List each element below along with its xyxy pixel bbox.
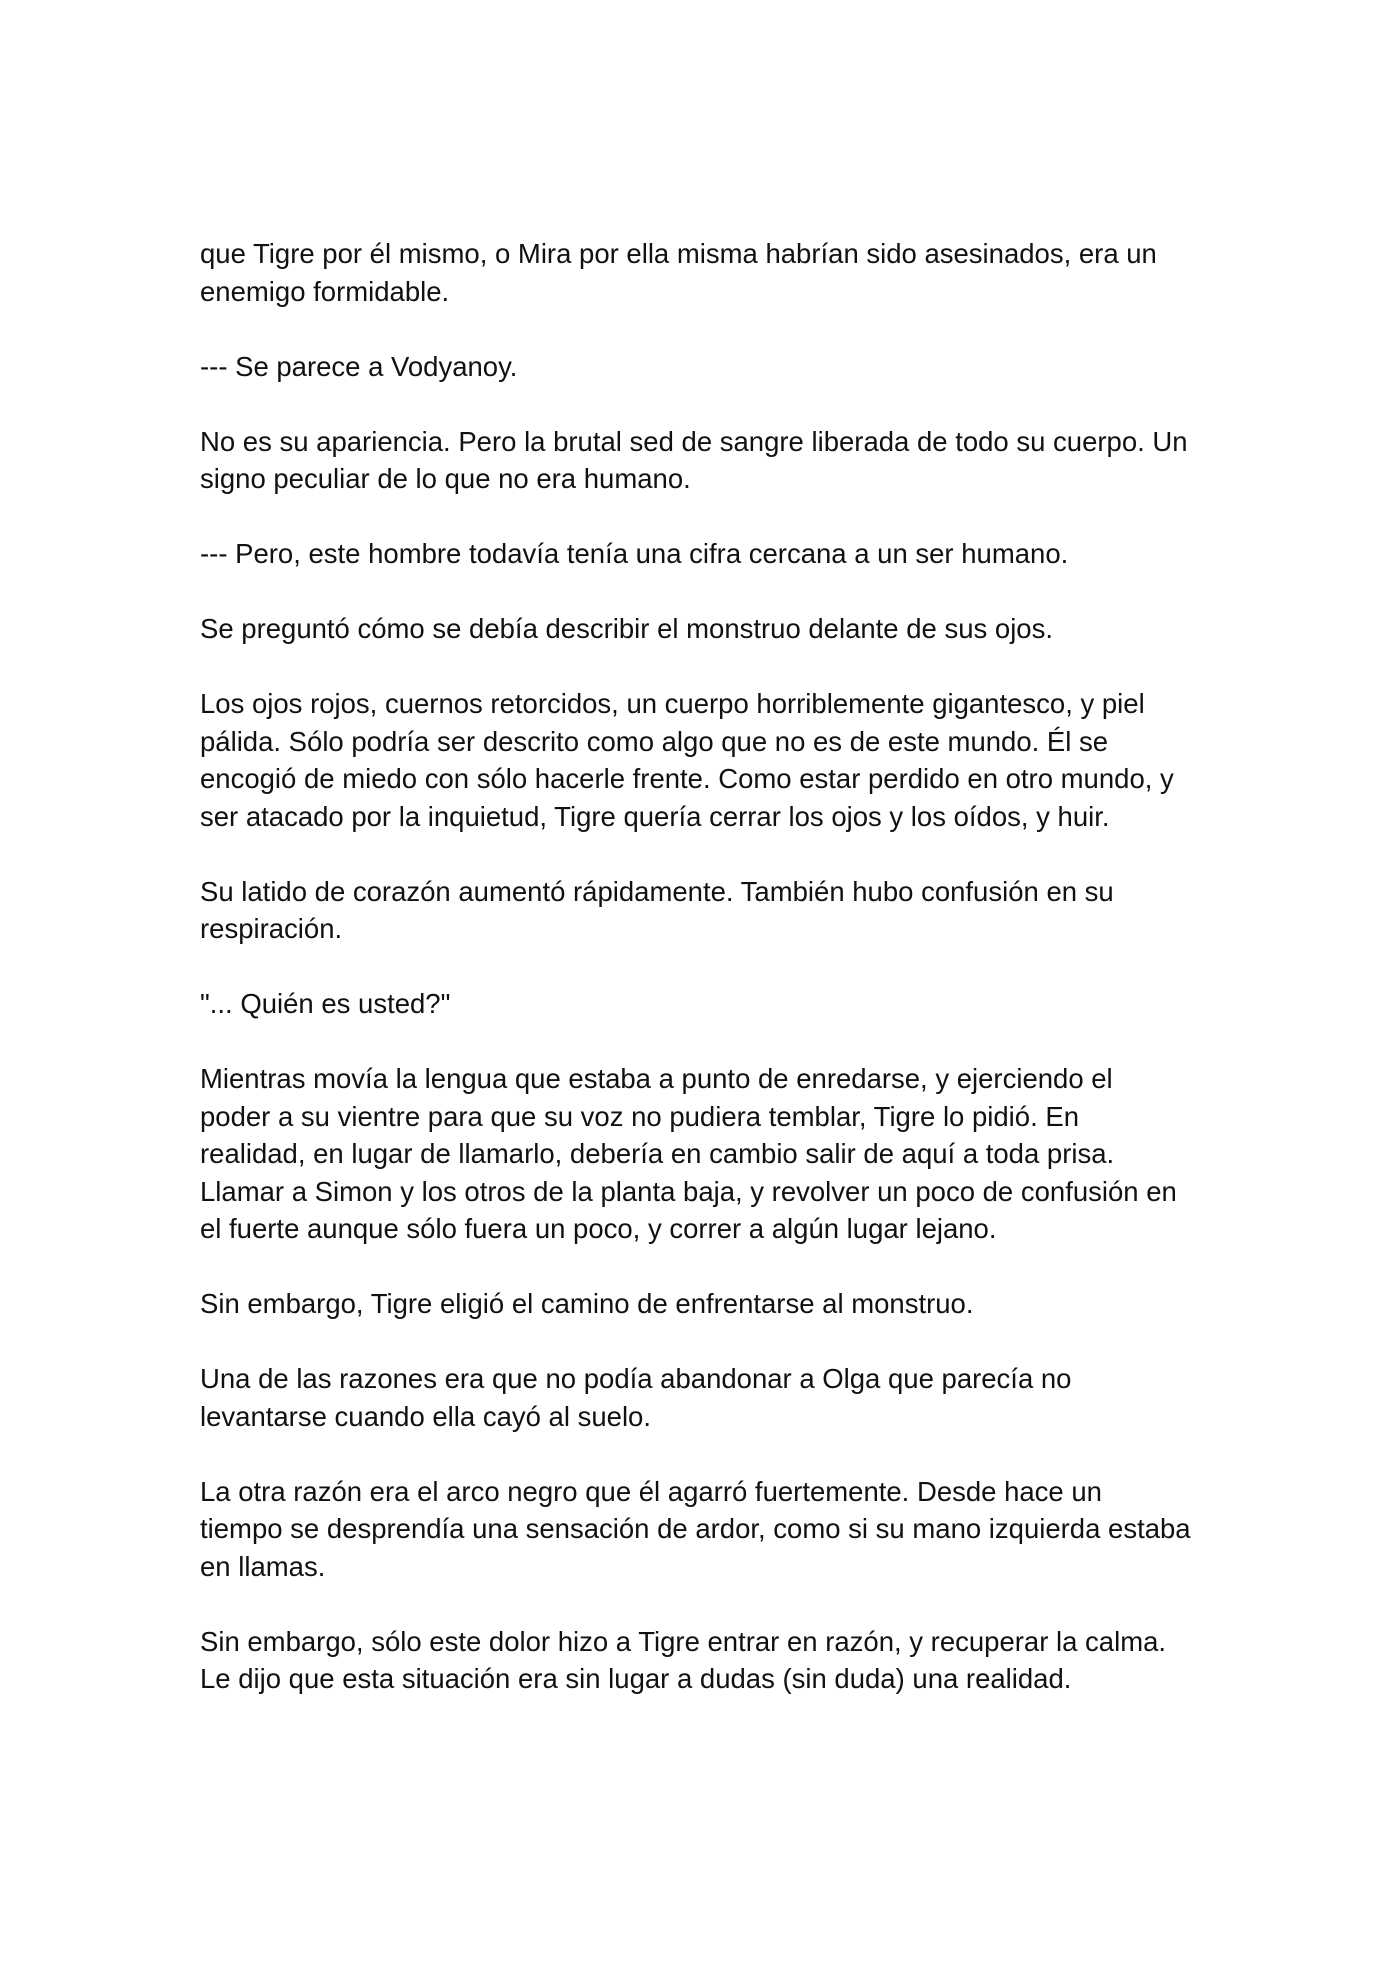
paragraph: Sin embargo, sólo este dolor hizo a Tigre entrar en razón, y recuperar la calma. Le dijo que esta situación era sin lugar a dudas (sin duda) una realidad. (200, 1625, 1167, 1694)
paragraph: Su latido de corazón aumentó rápidamente. También hubo confusión en su respiración. (200, 875, 1114, 944)
paragraph: Los ojos rojos, cuernos retorcidos, un cuerpo horriblemente gigantesco, y piel pálida. Sólo podría ser descrito como algo que no es de este mundo. Él se encogió de miedo con sólo hacerle frente. Como estar perdido en otro mundo, y ser atacado por la inquietud, Tigre quería cerrar los ojos y los oídos, y huir. (200, 688, 1174, 832)
paragraph: "... Quién es usted?" (200, 988, 451, 1019)
paragraph: No es su apariencia. Pero la brutal sed de sangre liberada de todo su cuerpo. Un signo peculiar de lo que no era humano. (200, 425, 1188, 494)
paragraph: La otra razón era el arco negro que él agarró fuertemente. Desde hace un tiempo se desprendía una sensación de ardor, como si su mano izquierda estaba en llamas. (200, 1475, 1191, 1582)
paragraph: --- Pero, este hombre todavía tenía una cifra cercana a un ser humano. (200, 538, 1069, 569)
paragraph: Se preguntó cómo se debía describir el monstruo delante de sus ojos. (200, 613, 1053, 644)
paragraph: Sin embargo, Tigre eligió el camino de enfrentarse al monstruo. (200, 1288, 974, 1319)
paragraph: que Tigre por él mismo, o Mira por ella misma habrían sido asesinados, era un enemigo formidable. (200, 238, 1157, 307)
paragraph: Mientras movía la lengua que estaba a punto de enredarse, y ejerciendo el poder a su vientre para que su voz no pudiera temblar, Tigre lo pidió. En realidad, en lugar de llamarlo, debería en cambio salir de aquí a toda prisa. Llamar a Simon y los otros de la planta baja, y revolver un poco de confusión en el fuerte aunque sólo fuera un poco, y correr a algún lugar lejano. (200, 1063, 1177, 1244)
paragraph: --- Se parece a Vodyanoy. (200, 350, 518, 382)
paragraph: Una de las razones era que no podía abandonar a Olga que parecía no levantarse cuando ella cayó al suelo. (200, 1363, 1072, 1432)
document-body (200, 235, 1210, 1735)
